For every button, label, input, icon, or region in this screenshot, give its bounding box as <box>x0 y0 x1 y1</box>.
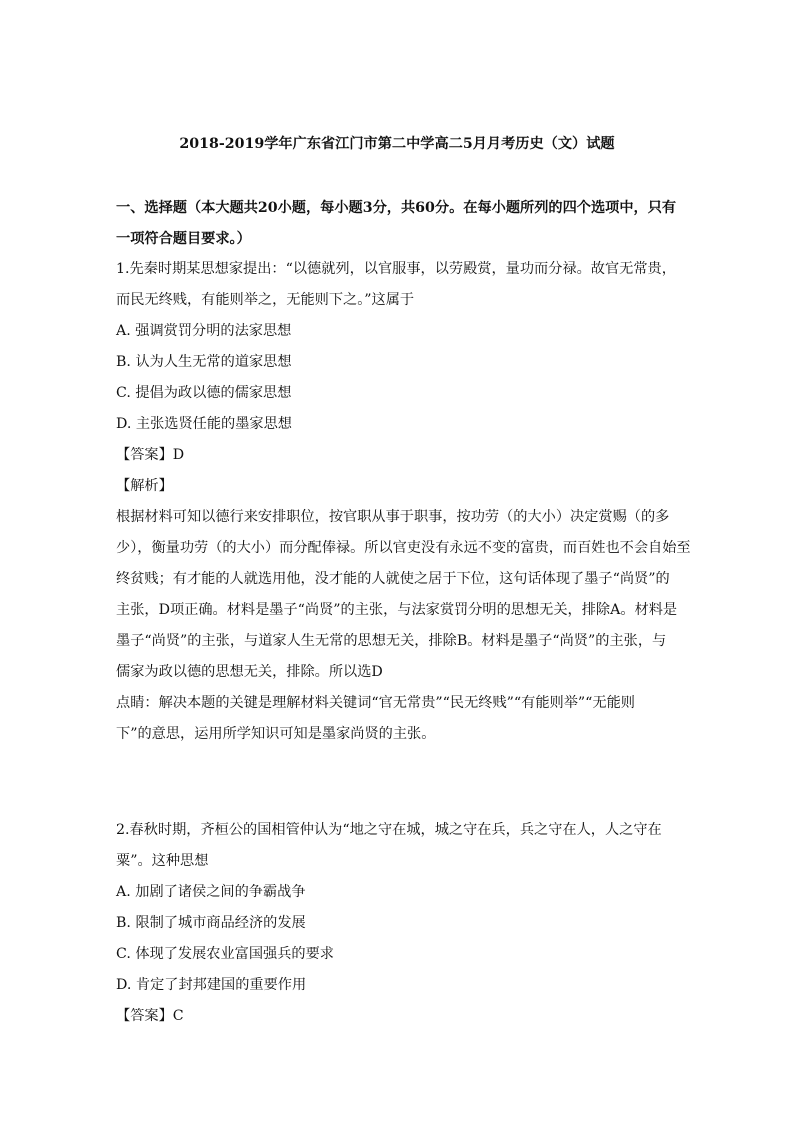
q2-stem-line-1: 2.春秋时期，齐桓公的国相管仲认为“地之守在城，城之守在兵，兵之守在人，人之守在 <box>116 822 662 838</box>
q1-stem-line-1: 1.先秦时期某思想家提出：“以德就列，以官服事，以劳殿赏，量功而分禄。故官无常贵， <box>116 261 676 277</box>
q1-stem-line-2: 而民无终贱，有能则举之，无能则下之。”这属于 <box>116 292 415 308</box>
section-heading-line-2: 一项符合题目要求。） <box>116 231 251 247</box>
q2-option-c: C. 体现了发展农业富国强兵的要求 <box>116 946 334 962</box>
q2-option-b: B. 限制了城市商品经济的发展 <box>116 915 306 931</box>
q1-analysis-line: 根据材料可知以德行来安排职位，按官职从事于职事，按功劳（的大小）决定赏赐（的多 <box>116 509 670 525</box>
q1-analysis-line: 终贫贱；有才能的人就选用他，没才能的人就使之居于下位，这句话体现了墨子“尚贤”的 <box>116 571 670 587</box>
q1-analysis-line: 少），衡量功劳（的大小）而分配俸禄。所以官吏没有永远不变的富贵，而百姓也不会自始至 <box>116 540 691 556</box>
document-title: 2018-2019学年广东省江门市第二中学高二5月月考历史（文）试题 <box>179 136 615 152</box>
q1-option-c: C. 提倡为政以德的儒家思想 <box>116 385 292 401</box>
q1-option-b: B. 认为人生无常的道家思想 <box>116 354 292 370</box>
q2-option-a: A. 加剧了诸侯之间的争霸战争 <box>116 884 306 900</box>
q1-option-a: A. 强调赏罚分明的法家思想 <box>116 323 292 339</box>
q1-analysis-line: 儒家为政以德的思想无关，排除。所以选D <box>116 664 383 680</box>
section-heading-line-1: 一、选择题（本大题共20小题，每小题3分，共60分。在每小题所列的四个选项中，只有 <box>116 200 677 216</box>
q1-analysis-line: 主张，D项正确。材料是墨子“尚贤”的主张，与法家赏罚分明的思想无关，排除A。材料是 <box>116 602 678 618</box>
q1-answer: 【答案】D <box>116 447 185 463</box>
q2-option-d: D. 肯定了封邦建国的重要作用 <box>116 977 307 993</box>
q2-answer: 【答案】C <box>116 1008 184 1024</box>
q1-analysis-line: 墨子“尚贤”的主张，与道家人生无常的思想无关，排除B。材料是墨子“尚贤”的主张，与 <box>116 633 667 649</box>
q1-tip-line: 点睛：解决本题的关键是理解材料关键词“官无常贵”“民无终贱”“有能则举”“无能则 <box>116 695 635 711</box>
q1-option-d: D. 主张选贤任能的墨家思想 <box>116 416 292 432</box>
q2-stem-line-2: 粟”。这种思想 <box>116 853 209 869</box>
q1-tip-line: 下”的意思，运用所学知识可知是墨家尚贤的主张。 <box>116 726 436 742</box>
q1-analysis-label: 【解析】 <box>116 478 173 494</box>
